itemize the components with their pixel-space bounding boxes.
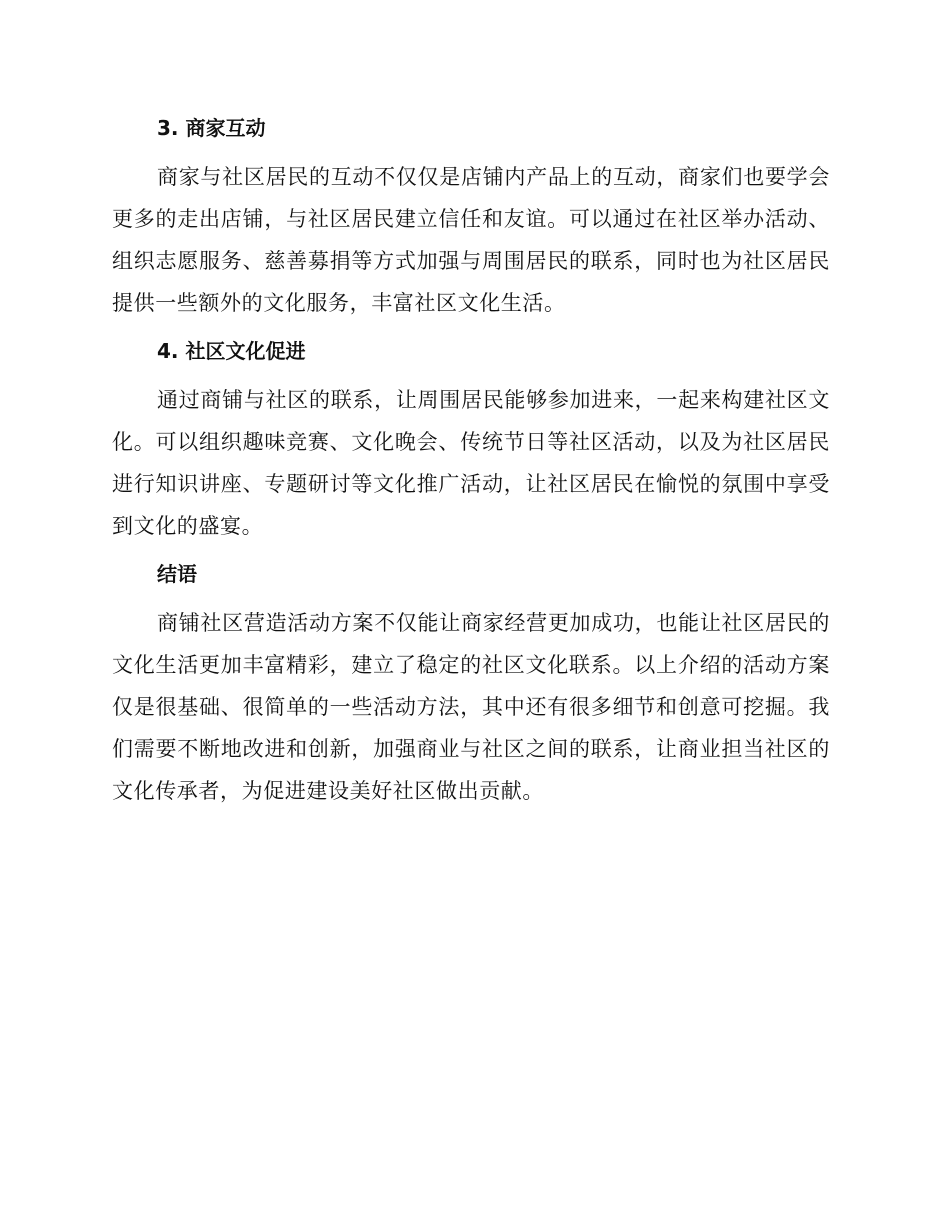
section-heading-merchant-interaction: 3. 商家互动 — [157, 116, 266, 140]
document-page — [112, 108, 830, 819]
section-heading-community-culture: 4. 社区文化促进 — [157, 339, 306, 363]
section-paragraph-conclusion: 商铺社区营造活动方案不仅能让商家经营更加成功，也能让社区居民的文化生活更加丰富精彩，建立了稳定的社区文化联系。以上介绍的活动方案仅是很基础、很简单的一些活动方法，其中还有很多细节和创意可挖掘。我们需要不断地改进和创新，加强商业与社区之间的联系，让商业担当社区的文化传承者，为促进建设美好社区做出贡献。 — [112, 611, 830, 803]
section-heading-conclusion: 结语 — [157, 562, 197, 586]
section-paragraph-community-culture: 通过商铺与社区的联系，让周围居民能够参加进来，一起来构建社区文化。可以组织趣味竞赛、文化晚会、传统节日等社区活动，以及为社区居民进行知识讲座、专题研讨等文化推广活动，让社区居民在愉悦的氛围中享受到文化的盛宴。 — [112, 388, 830, 538]
section-paragraph-merchant-interaction: 商家与社区居民的互动不仅仅是店铺内产品上的互动，商家们也要学会更多的走出店铺，与社区居民建立信任和友谊。可以通过在社区举办活动、组织志愿服务、慈善募捐等方式加强与周围居民的联系，同时也为社区居民提供一些额外的文化服务，丰富社区文化生活。 — [112, 165, 830, 315]
